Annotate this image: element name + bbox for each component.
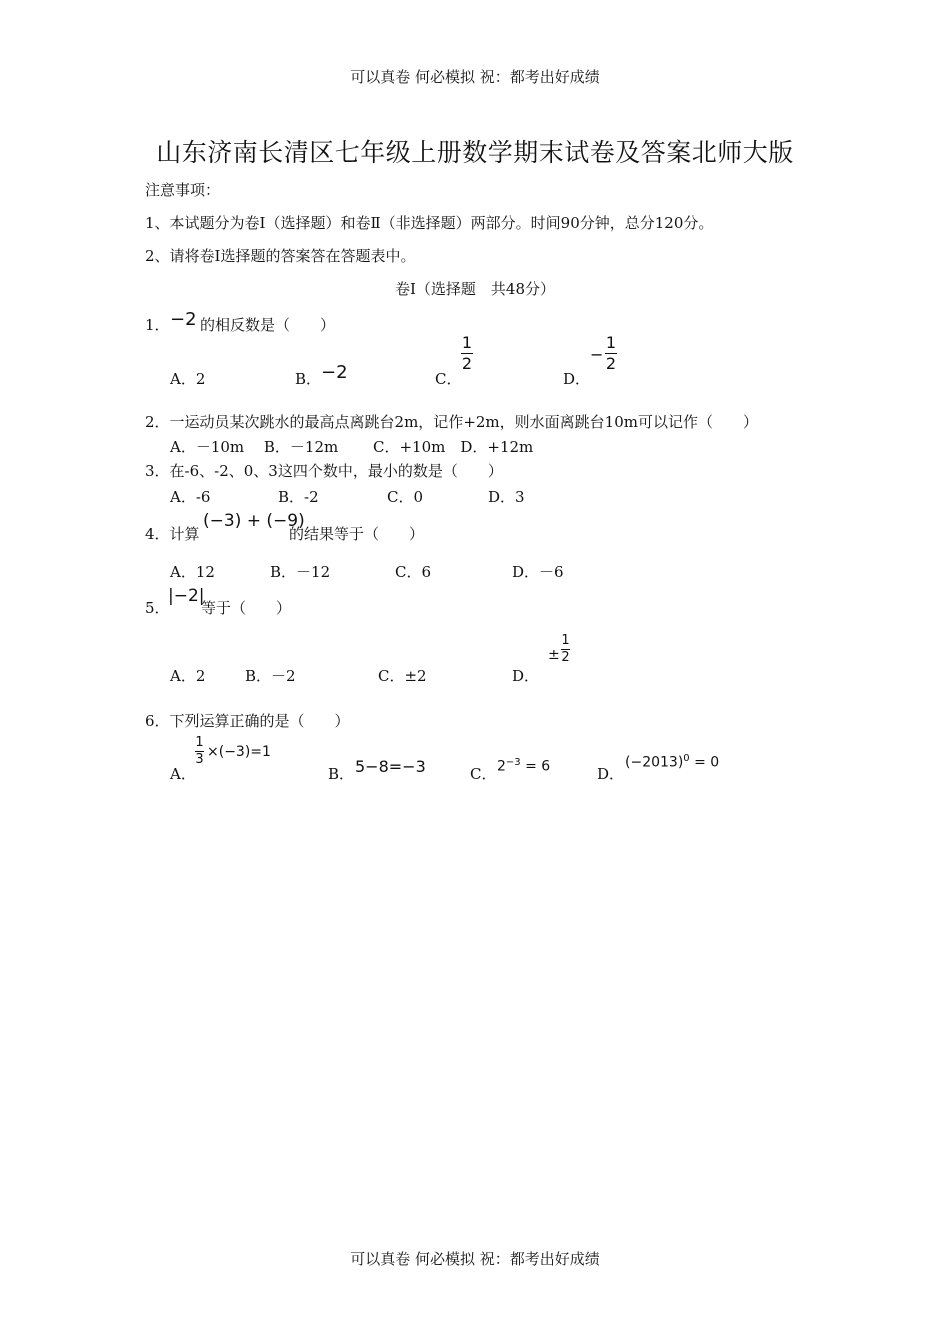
q2-text: 2．一运动员某次跳水的最高点离跳台2m，记作+2m，则水面离跳台10m可以记作（ ） (145, 413, 758, 431)
q4-expression: (−3) + (−9) (203, 511, 305, 531)
q3-option-d: D．3 (488, 488, 525, 506)
q6-option-a-expr: ×(−3)=1 (207, 744, 271, 760)
q5-option-c: C．±2 (378, 667, 427, 685)
q5-option-d-label: D． (512, 667, 540, 685)
q3-text: 3．在-6、-2、0、3这四个数中，最小的数是（ ） (145, 462, 503, 480)
q6-option-a-label: A． (170, 765, 196, 783)
q6-option-d-label: D． (597, 765, 625, 783)
q5-number: 5． (145, 599, 170, 617)
q1-number: 1． (145, 316, 170, 334)
q5-option-d-sign: ± (548, 647, 560, 663)
q1-option-b-label: B． (295, 370, 322, 388)
q1-option-a: A．2 (170, 370, 206, 388)
q4-option-a: A．12 (170, 563, 215, 581)
q4-prefix: 4．计算 (145, 525, 200, 543)
q6-option-a-fraction (195, 736, 204, 767)
section-title: 卷Ⅰ（选择题 共48分） (394, 280, 555, 298)
power-result: = 0 (689, 754, 720, 771)
power-exponent: −3 (505, 757, 521, 768)
q6-option-d-expr (625, 753, 719, 771)
q1-text: 的相反数是（ ） (200, 316, 336, 334)
fraction-denominator: 2 (605, 354, 617, 373)
page-footer: 可以真卷 何必模拟 祝：都考出好成绩 (350, 1250, 600, 1268)
q5-suffix: 等于（ ） (201, 599, 292, 617)
q3-option-c: C．0 (387, 488, 424, 506)
q1-option-b-expr: −2 (321, 362, 348, 383)
notice-item-2: 2、请将卷Ⅰ选择题的答案答在答题表中。 (145, 247, 416, 265)
q1-option-c-fraction (461, 334, 473, 373)
fraction-numerator: 1 (605, 333, 617, 352)
q1-option-d-sign: − (590, 345, 604, 364)
power-result: = 6 (520, 758, 551, 775)
power-exponent: 0 (683, 753, 690, 764)
notice-item-1: 1、本试题分为卷Ⅰ（选择题）和卷Ⅱ（非选择题）两部分。时间90分钟，总分120分。 (145, 214, 714, 232)
q4-option-c: C．6 (395, 563, 432, 581)
q4-option-b: B．－12 (270, 563, 331, 581)
q4-option-d: D．－6 (512, 563, 564, 581)
fraction-numerator: 1 (195, 735, 204, 750)
q5-option-a: A．2 (170, 667, 206, 685)
notice-heading: 注意事项： (145, 181, 221, 199)
q5-option-b: B．－2 (245, 667, 296, 685)
page-header: 可以真卷 何必模拟 祝：都考出好成绩 (350, 68, 600, 86)
q1-option-d-label: D． (563, 370, 591, 388)
fraction-denominator: 2 (561, 650, 570, 665)
q6-text: 6．下列运算正确的是（ ） (145, 712, 350, 730)
q1-expression: −2 (170, 309, 197, 330)
q2-options: A．－10m B．－12m C．+10m D．+12m (170, 438, 534, 456)
q4-suffix: 的结果等于（ ） (289, 525, 425, 543)
q3-option-a: A．-6 (170, 488, 211, 506)
q3-option-b: B．-2 (278, 488, 319, 506)
fraction-numerator: 1 (561, 633, 570, 648)
q6-option-c-label: C． (470, 765, 497, 783)
q6-option-b-label: B． (328, 765, 355, 783)
q1-option-d-fraction (605, 334, 617, 373)
fraction-numerator: 1 (461, 333, 473, 352)
q1-option-c-label: C． (435, 370, 462, 388)
page-title: 山东济南长清区七年级上册数学期末试卷及答案北师大版 (156, 138, 794, 167)
q6-option-b-expr: 5−8=−3 (355, 757, 426, 776)
q5-option-d-fraction (561, 634, 570, 665)
fraction-denominator: 3 (195, 752, 204, 767)
q5-expression: |−2| (168, 586, 205, 606)
power-base: (−2013) (625, 754, 684, 771)
q6-option-c-expr (497, 757, 550, 775)
fraction-denominator: 2 (461, 354, 473, 373)
power-base: 2 (497, 758, 506, 775)
